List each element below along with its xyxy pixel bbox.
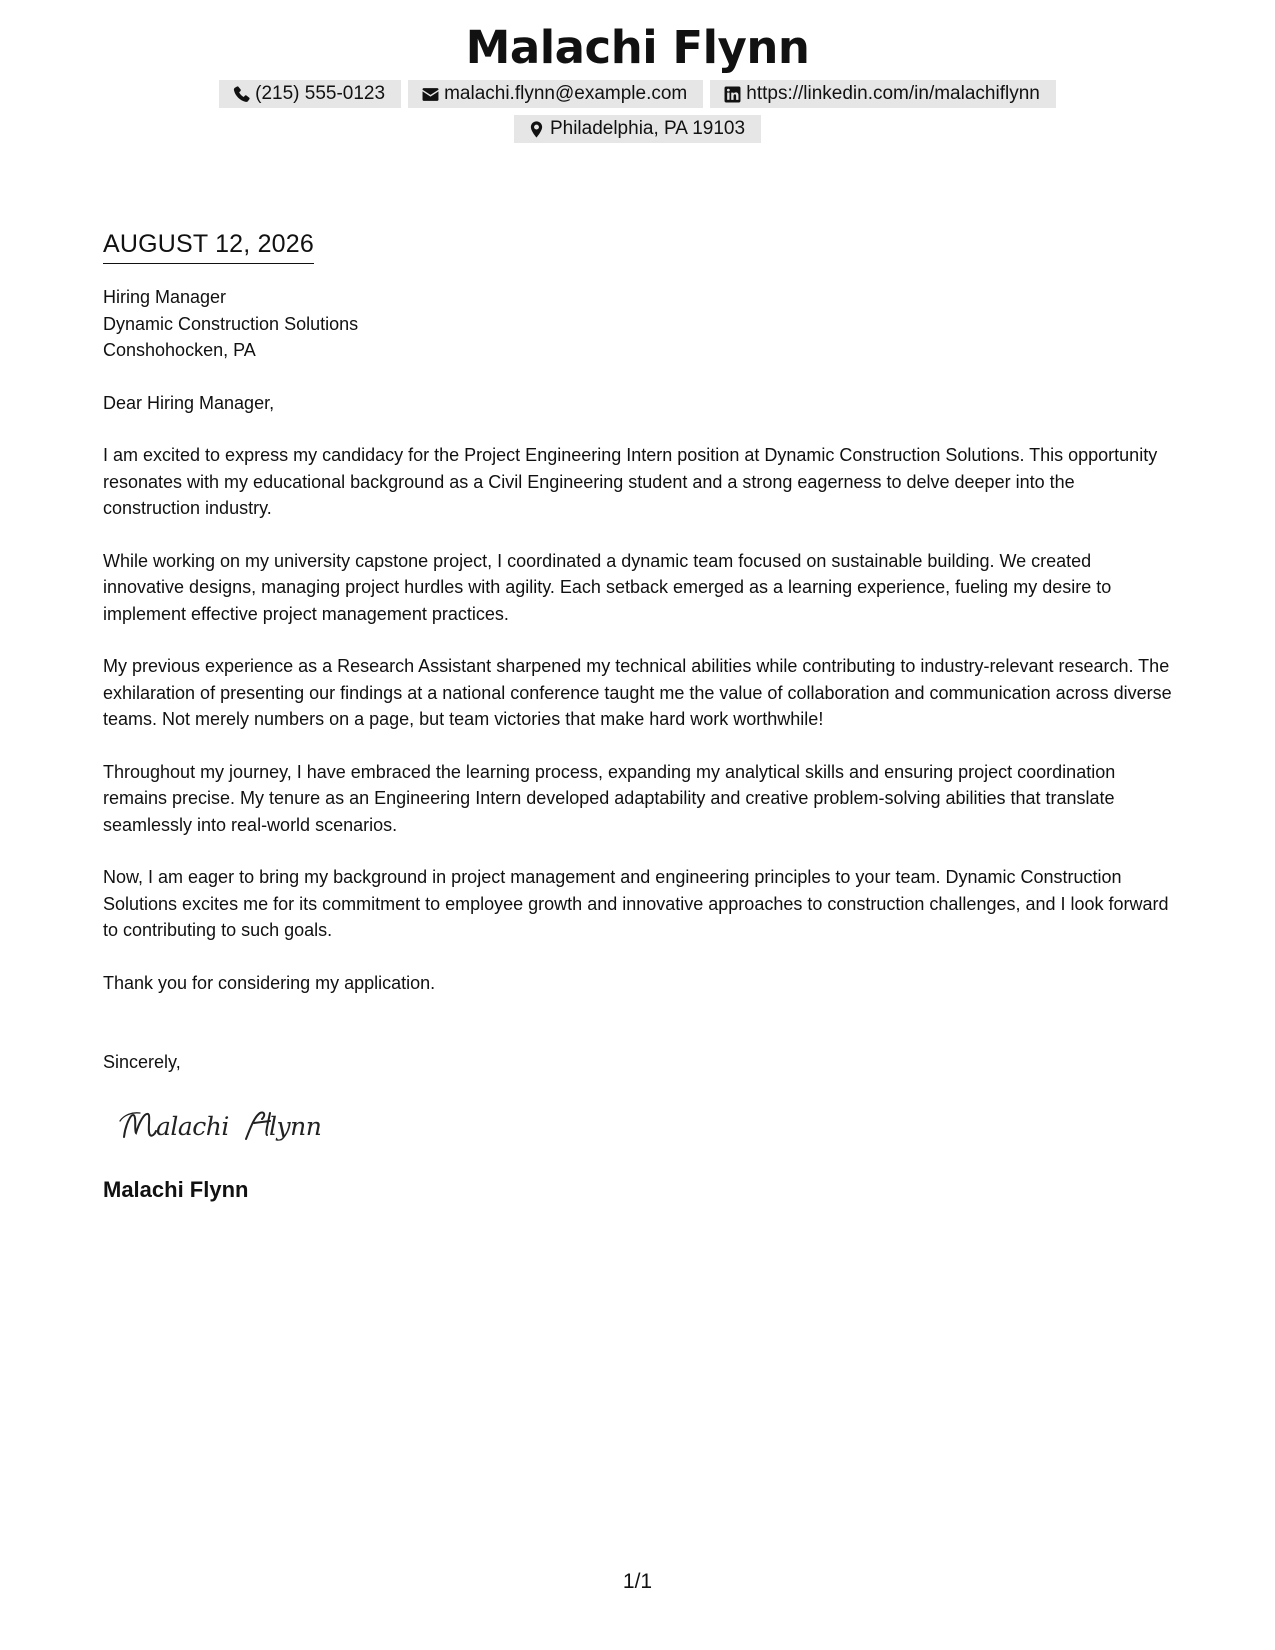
signature-image [118, 1101, 358, 1159]
recipient-block [103, 284, 1173, 364]
linkedin-icon [724, 86, 741, 103]
location-chip [514, 115, 761, 143]
body-paragraph: While working on my university capstone project, I coordinated a dynamic team focused on sustainable building. We created innovative designs, managing project hurdles with agility. Each setback emerged as a learning experience, fueling my desire to implement effective project management practices. [103, 550, 1112, 624]
letter-date: AUGUST 12, 2026 [103, 228, 314, 264]
body-paragraph: Throughout my journey, I have embraced the learning process, expanding my analytical skills and ensuring project coordination remains precise. My tenure as an Engineering Intern developed adaptability and creative problem-solving abilities that translate seamlessly into real-world scenarios. [103, 761, 1116, 835]
contact-row [0, 80, 1275, 108]
linkedin-chip [710, 80, 1056, 108]
thank-you-paragraph: Thank you for considering my application. [103, 972, 436, 993]
signer-name: Malachi Flynn [103, 1176, 249, 1202]
recipient-title: Hiring Manager [103, 287, 227, 307]
body-paragraph: My previous experience as a Research Assistant sharpened my technical abilities while contributing to industry-relevant research. The exhilaration of presenting our findings at a national conference taught me the value of collaboration and communication across diverse teams. Not merely numbers on a page, but team victories that make hard work worthwhile! [103, 656, 1172, 729]
location-text: Philadelphia, PA 19103 [549, 118, 746, 139]
handwritten-signature [118, 1101, 1173, 1159]
svg-text:alachi: alachi [156, 1111, 229, 1141]
letter-header [0, 18, 1275, 143]
email-chip [408, 80, 703, 108]
letter-body [103, 228, 1173, 1203]
recipient-company: Dynamic Construction Solutions [103, 313, 359, 334]
closing: Sincerely, [103, 1052, 181, 1072]
email-text: malachi.flynn@example.com [444, 83, 688, 104]
recipient-location: Conshohocken, PA [103, 340, 256, 360]
contact-row-location [0, 115, 1275, 143]
salutation: Dear Hiring Manager, [103, 392, 275, 413]
phone-icon [233, 86, 250, 103]
phone-text: (215) 555-0123 [255, 83, 386, 104]
body-paragraph: I am excited to express my candidacy for the Project Engineering Intern position at Dynamic Construction Solutions. This opportunity resonates with my educational background as a Civil Engineering student and a strong eagerness to delve deeper into the construction industry. [103, 445, 1158, 518]
map-pin-icon [528, 121, 545, 138]
page-number: 1/1 [622, 1570, 653, 1593]
svg-text:lynn: lynn [269, 1111, 322, 1141]
applicant-name: Malachi Flynn [465, 21, 810, 74]
linkedin-text: https://linkedin.com/in/malachiflynn [746, 83, 1040, 104]
phone-chip [219, 80, 401, 108]
envelope-icon [422, 86, 439, 103]
body-paragraph: Now, I am eager to bring my background in project management and engineering principles to your team. Dynamic Construction Solutions excites me for its commitment to employee growth and innovative approaches to construction challenges, and I look forward to contributing to such goals. [103, 867, 1169, 940]
